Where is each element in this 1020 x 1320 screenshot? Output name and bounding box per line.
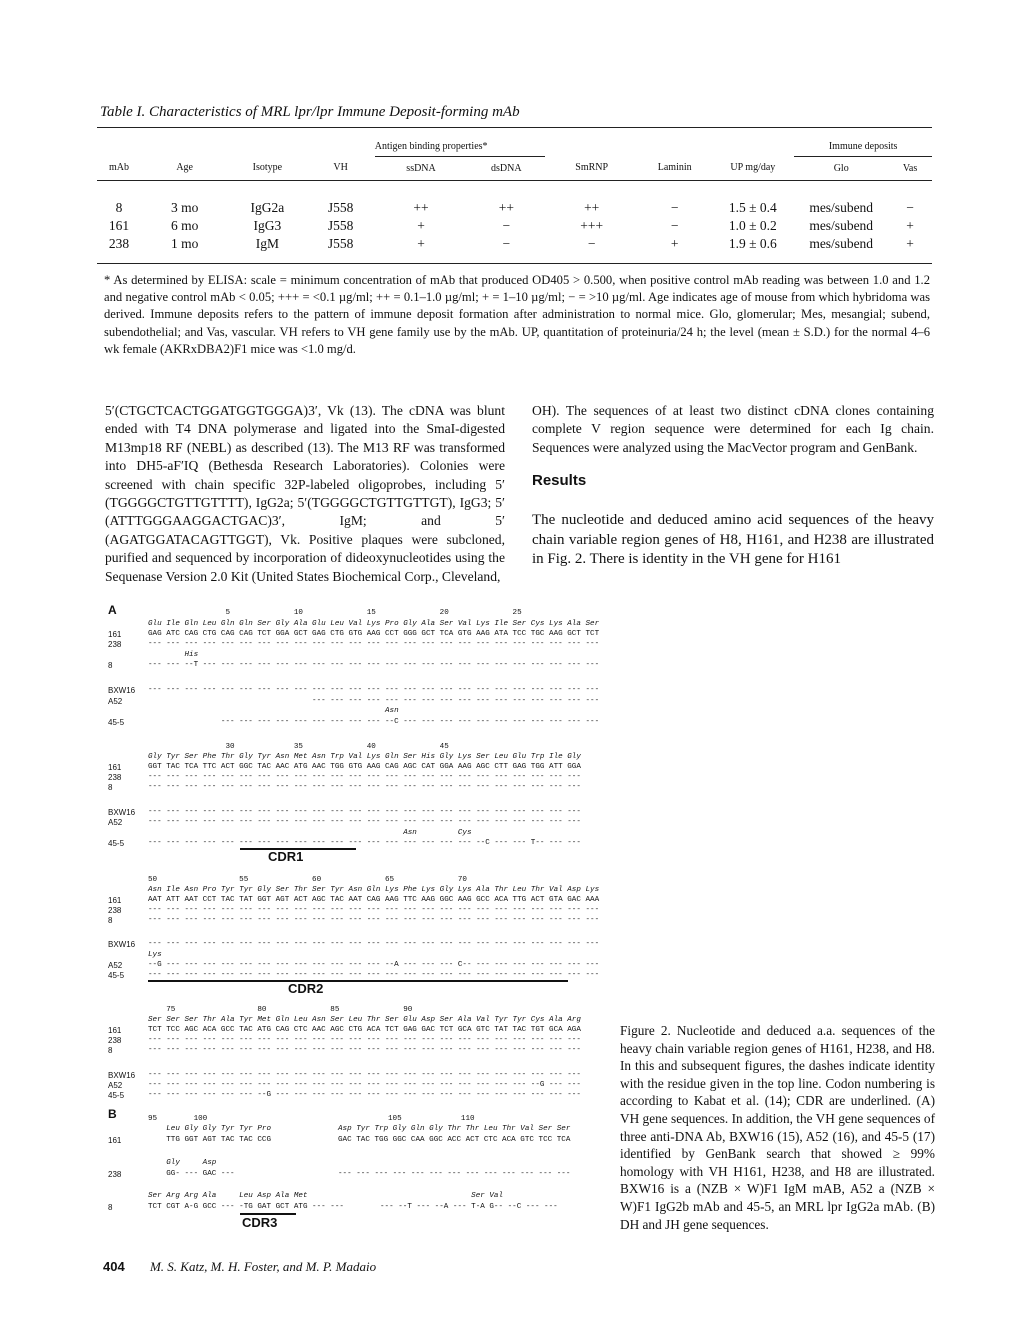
codon-numbers: 5 10 15 20 25: [148, 609, 522, 617]
nt-sequence-45-5: --- --- --- --- --- --- --- --- --- --C --- --- --- --- --- --- --- --- --- --- ---: [148, 718, 600, 726]
methods-text-continued: OH). The sequences of at least two distinct cDNA clones containing complete V region sequence were determined for each Ig chain. Sequences were analyzed using the MacVector program and GenBank.: [532, 403, 934, 455]
aa-substitution: Ser Val: [380, 1192, 504, 1200]
results-heading: Results: [532, 472, 587, 489]
nt-sequence-238: --- --- --- --- --- --- --- --- --- --- --- --- --- --- --- --- --- --- --- --- --- --- --- ---: [148, 1036, 581, 1044]
codon-numbers: 50 55 60 65 70: [148, 876, 467, 884]
nt-sequence-238-dh: GG- --- GAC ---: [148, 1170, 235, 1178]
col-header: dsDNA: [491, 162, 522, 174]
nt-sequence-238: --- --- --- --- --- --- --- --- --- --- --- --- --- --- --- --- --- --- --- --- --- --- --- ---: [148, 773, 581, 781]
nt-sequence-45-5: --- --- --- --- --- --- --- --- --- --- --- --- --- --- --- --- --- --- --C --- --- T-- --- ---: [148, 839, 581, 847]
table-caption: Table I. Characteristics of MRL lpr/lpr Immune Deposit-forming mAb: [100, 104, 520, 120]
col-header: Laminin: [657, 162, 692, 174]
row-label: A52: [108, 1081, 123, 1090]
aa-substitution: Ser Arg Arg Ala Leu Asp Ala Met: [148, 1192, 308, 1200]
row-label: 8: [108, 1046, 113, 1055]
nt-sequence-bxw16: --- --- --- --- --- --- --- --- --- --- --- --- --- --- --- --- --- --- --- --- --- --- --- --- ---: [148, 940, 600, 948]
nt-sequence-161-dh: TTG GGT AGT TAC TAC CCG: [148, 1136, 272, 1144]
results-text: The nucleotide and deduced amino acid sequences of the heavy chain variable region genes of H8, H161, and H238 are illustrated in Fig. 2. There is identity in the VH gene for H161: [532, 512, 934, 567]
table-row: 161 6 mo IgG3 J558 + − +++ − 1.0 ± 0.2 mes/subend +: [108, 217, 914, 233]
row-label: 8: [108, 916, 113, 925]
aa-sequence: Asn Ile Asn Pro Tyr Tyr Gly Ser Thr Ser Tyr Asn Gln Lys Phe Lys Gly Lys Ala Thr Leu Thr Val Asp Lys: [148, 886, 600, 894]
nt-sequence-8-jh: --- --T --- --A --- T-A G-- --C --- ---: [380, 1203, 558, 1211]
row-label: A52: [108, 961, 123, 970]
nt-sequence-8: --- --- --- --- --- --- --- --- --- --- --- --- --- --- --- --- --- --- --- --- --- --- --- ---: [148, 783, 581, 791]
row-label: A52: [108, 818, 123, 827]
aa-sequence: Ser Ser Ser Thr Ala Tyr Met Gln Leu Asn Ser Leu Thr Ser Glu Asp Ser Ala Val Tyr Tyr Cys Ala Arg: [148, 1016, 581, 1024]
row-label: 161: [108, 1026, 122, 1035]
col-header: Isotype: [252, 162, 283, 174]
nt-sequence-bxw16: --- --- --- --- --- --- --- --- --- --- --- --- --- --- --- --- --- --- --- --- --- --- --- ---: [148, 808, 581, 816]
col-header: mAb: [109, 162, 130, 174]
cdr3-label: CDR3: [242, 1215, 278, 1230]
page-number: 404: [103, 1259, 125, 1274]
figure-caption: Figure 2. Nucleotide and deduced a.a. sequences of the heavy chain variable region genes of H161, H238, and H8. In this and subsequent figures, the dashes indicate identity with the residue given in the top line. Codon numbering is according to Kabat et al. (14); CDR are underlined. (A) VH gene sequences. In addition, the VH gene sequences of three anti-DNA Ab, BXW16 (15), A52 (16), and 45-5 (17) identified by GenBank search that showed ≥ 99% homology with VH H161, H238, and H8 are illustrated. BXW16 is a (NZB × W)F1 IgM mAB, A52 a (NZB × W)F1 IgG2b mAb and 45-5, an MRL lpr IgG2a mAb. (B) DH and JH gene sequences.: [620, 1023, 935, 1232]
row-label: 8: [108, 1203, 113, 1212]
nt-sequence-45-5: --- --- --- --- --- --- --- --- --- --- --- --- --- --- --- --- --- --- --- --- --- --- --- --- ---: [148, 971, 600, 979]
row-label: 45-5: [108, 971, 125, 980]
group-antigen-header: Antigen binding properties*: [375, 138, 546, 156]
nt-sequence-8: --- --- --- --- --- --- --- --- --- --- --- --- --- --- --- --- --- --- --- --- --- --- --- --- ---: [148, 916, 600, 924]
nt-sequence-161: GAG ATC CAG CTG CAG CAG TCT GGA GCT GAG CTG GTG AAG CCT GGG GCT TCA GTG AAG ATA TCC TGC AAG GCT TCT: [148, 630, 600, 638]
codon-numbers: 105 110: [388, 1115, 475, 1123]
nt-sequence-8: --- --- --T --- --- --- --- --- --- --- --- --- --- --- --- --- --- --- --- --- --- --- --- --- ---: [148, 661, 600, 669]
table-row: 8 3 mo IgG2a J558 ++ ++ ++ − 1.5 ± 0.4 mes/subend −: [115, 199, 914, 215]
row-label: 45-5: [108, 718, 125, 727]
aa-substitution: Asn Cys: [148, 829, 472, 837]
nt-sequence-a52: --G --- --- --- --- --- --- --- --- --- --- --- --- --A --- --- --- C-- --- --- --- --- --- --- ---: [148, 961, 600, 969]
col-header: UP mg/day: [730, 162, 776, 174]
codon-numbers: 75 80 85 90: [148, 1006, 413, 1014]
page-footer: [103, 1259, 376, 1275]
table-1: [97, 138, 932, 253]
nt-sequence-bxw16: --- --- --- --- --- --- --- --- --- --- --- --- --- --- --- --- --- --- --- --- --- --- --- ---: [148, 1071, 581, 1079]
nt-sequence-161: GGT TAC TCA TTC ACT GGC TAC AAC ATG AAC TGG GTG AAG CAG AGC CAT GGA AAG AGC CTT GAG TGG ATT GGA: [148, 763, 581, 771]
row-label: BXW16: [108, 940, 136, 949]
col-header: VH: [333, 162, 348, 174]
aa-substitution: Lys: [148, 951, 162, 959]
aa-sequence: Gly Tyr Ser Phe Thr Gly Tyr Asn Met Asn Trp Val Lys Gln Ser His Gly Lys Ser Leu Glu Trp Ile Gly: [148, 753, 581, 761]
row-label: 238: [108, 1036, 122, 1045]
methods-text: 5′(CTGCTCACTGGATGGTGGGA)3′, Vk (13). The cDNA was blunt ended with T4 DNA polymerase and ligated into the SmaI-digested M13mp18 RF (NEBL) as described (13). The M13 RF was transformed into DH5-aF′IQ (Bethesda Research Laboratories). Colonies were screened with chain specific 32P-labeled oligoprobes, including 5′(TGGGGCTGTTGTTTT), IgG2a; 5′(TGGGGCTGTTGTTGT), IgG3; 5′(ATTTGGGAAGGACTGAC)3′, IgM; and 5′(AGATGGATACAGTTGGT), Vk. Positive plaques were subcloned, purified and sequenced by incorporation of dideoxynucleotides using the Sequenase Version 2.0 Kit (United States Biochemical Corp., Cleveland,: [105, 403, 505, 584]
panel-b-label: B: [108, 1107, 117, 1121]
row-label: 161: [108, 630, 122, 639]
nt-sequence-161: AAT ATT AAT CCT TAC TAT GGT AGT ACT AGC TAC AAT CAG AAG TTC AAG GGC AAG GCC ACA TTG ACT GTA GAC AAA: [148, 896, 600, 904]
row-label: 161: [108, 896, 122, 905]
row-label: BXW16: [108, 686, 136, 695]
nt-sequence-bxw16: --- --- --- --- --- --- --- --- --- --- --- --- --- --- --- --- --- --- --- --- --- --- --- --- ---: [148, 686, 600, 694]
nt-sequence-238-jh: --- --- --- --- --- --- --- --- --- --- --- --- ---: [338, 1170, 571, 1178]
nt-sequence-8-dh: TCT CGT A-G GCC --- -TG GAT GCT ATG --- ---: [148, 1203, 344, 1211]
nt-sequence-8: --- --- --- --- --- --- --- --- --- --- --- --- --- --- --- --- --- --- --- --- --- --- --- ---: [148, 1046, 581, 1054]
row-label: 161: [108, 763, 122, 772]
cdr1-label: CDR1: [268, 849, 304, 864]
nt-sequence-a52: --- --- --- --- --- --- --- --- --- --- --- --- --- --- --- --- --- --- --- --- --- --G --- ---: [148, 1081, 581, 1089]
aa-sequence-jh: Asp Tyr Trp Gly Gln Gly Thr Thr Leu Thr Val Ser Ser: [338, 1125, 571, 1133]
col-header: ssDNA: [406, 162, 436, 174]
row-label: 238: [108, 640, 122, 649]
aa-substitution: His: [148, 651, 199, 659]
row-label: 8: [108, 783, 113, 792]
col-header: Age: [176, 162, 193, 174]
row-label: A52: [108, 697, 123, 706]
aa-sequence: Glu Ile Gln Leu Gln Gln Ser Gly Ala Glu Leu Val Lys Pro Gly Ala Ser Val Lys Ile Ser Cys Lys Ala Ser: [148, 620, 600, 628]
row-label: 45-5: [108, 839, 125, 848]
aa-substitution: Gly Asp: [148, 1159, 217, 1167]
row-label: 45-5: [108, 1091, 125, 1100]
running-authors: M. S. Katz, M. H. Foster, and M. P. Madaio: [149, 1259, 377, 1274]
aa-sequence: Leu Gly Gly Tyr Tyr Pro: [148, 1125, 272, 1133]
col-header: Glo: [833, 162, 849, 174]
nt-sequence-45-5: --- --- --- --- --- --- --G --- --- --- --- --- --- --- --- --- --- --- --- --- --- --- --- ---: [148, 1091, 581, 1099]
col-header: SmRNP: [575, 162, 609, 174]
nt-sequence-161: TCT TCC AGC ACA GCC TAC ATG CAG CTC AAC AGC CTG ACA TCT GAG GAC TCT GCA GTC TAT TAC TGT GCA AGA: [148, 1026, 581, 1034]
row-label: 238: [108, 1170, 122, 1179]
nt-sequence-161-jh: GAC TAC TGG GGC CAA GGC ACC ACT CTC ACA GTC TCC TCA: [338, 1136, 571, 1144]
col-header: Vas: [902, 162, 918, 174]
group-deposits-header: Immune deposits: [794, 138, 932, 156]
table-bottom-rule: [97, 263, 932, 264]
nt-sequence-238: --- --- --- --- --- --- --- --- --- --- --- --- --- --- --- --- --- --- --- --- --- --- --- --- ---: [148, 640, 600, 648]
row-label: 238: [108, 773, 122, 782]
panel-a-label: A: [108, 603, 117, 617]
table-row: 238 1 mo IgM J558 + − − + 1.9 ± 0.6 mes/subend +: [108, 235, 914, 251]
cdr2-label: CDR2: [288, 981, 324, 996]
row-label: 8: [108, 661, 113, 670]
nt-sequence-a52: --- --- --- --- --- --- --- --- --- --- --- --- --- --- --- ---: [148, 697, 600, 705]
row-label: BXW16: [108, 1071, 136, 1080]
row-label: 238: [108, 906, 122, 915]
row-label: BXW16: [108, 808, 136, 817]
nt-sequence-a52: --- --- --- --- --- --- --- --- --- --- --- --- --- --- --- --- --- --- --- --- --- --- --- ---: [148, 818, 581, 826]
row-label: 161: [108, 1136, 122, 1145]
cdr2-underline: [148, 980, 568, 982]
codon-numbers: 30 35 40 45: [148, 743, 449, 751]
codon-numbers: 95 100: [148, 1115, 208, 1123]
nt-sequence-238: --- --- --- --- --- --- --- --- --- --- --- --- --- --- --- --- --- --- --- --- --- --- --- --- ---: [148, 906, 600, 914]
table-top-rule: [97, 127, 932, 128]
table-footnote: * As determined by ELISA: scale = minimum concentration of mAb that produced OD405 > 0.500, when positive control mAb reading was between 1.0 and 1.2 and negative control mAb < 0.05; +++ = <0.1 µg/ml; ++ = 0.1–1.0 µg/ml; + = 1–10 µg/ml; − = >10 µg/ml. Age indicates age of mouse from which hybridoma was derived. Immune deposits refers to the pattern of immune deposit formation after administration to normal mice. Glo, glomerular; Mes, mesangial; subend, subendothelial; and Vas, vascular. VH refers to VH gene family use by the mAb. UP, quantitation of proteinuria/24 h; the level (mean ± S.D.) for the normal 4–6 wk female (AKRxDBA2)F1 mice was <1.0 mg/d.: [104, 273, 930, 356]
aa-substitution: Asn: [148, 707, 399, 715]
